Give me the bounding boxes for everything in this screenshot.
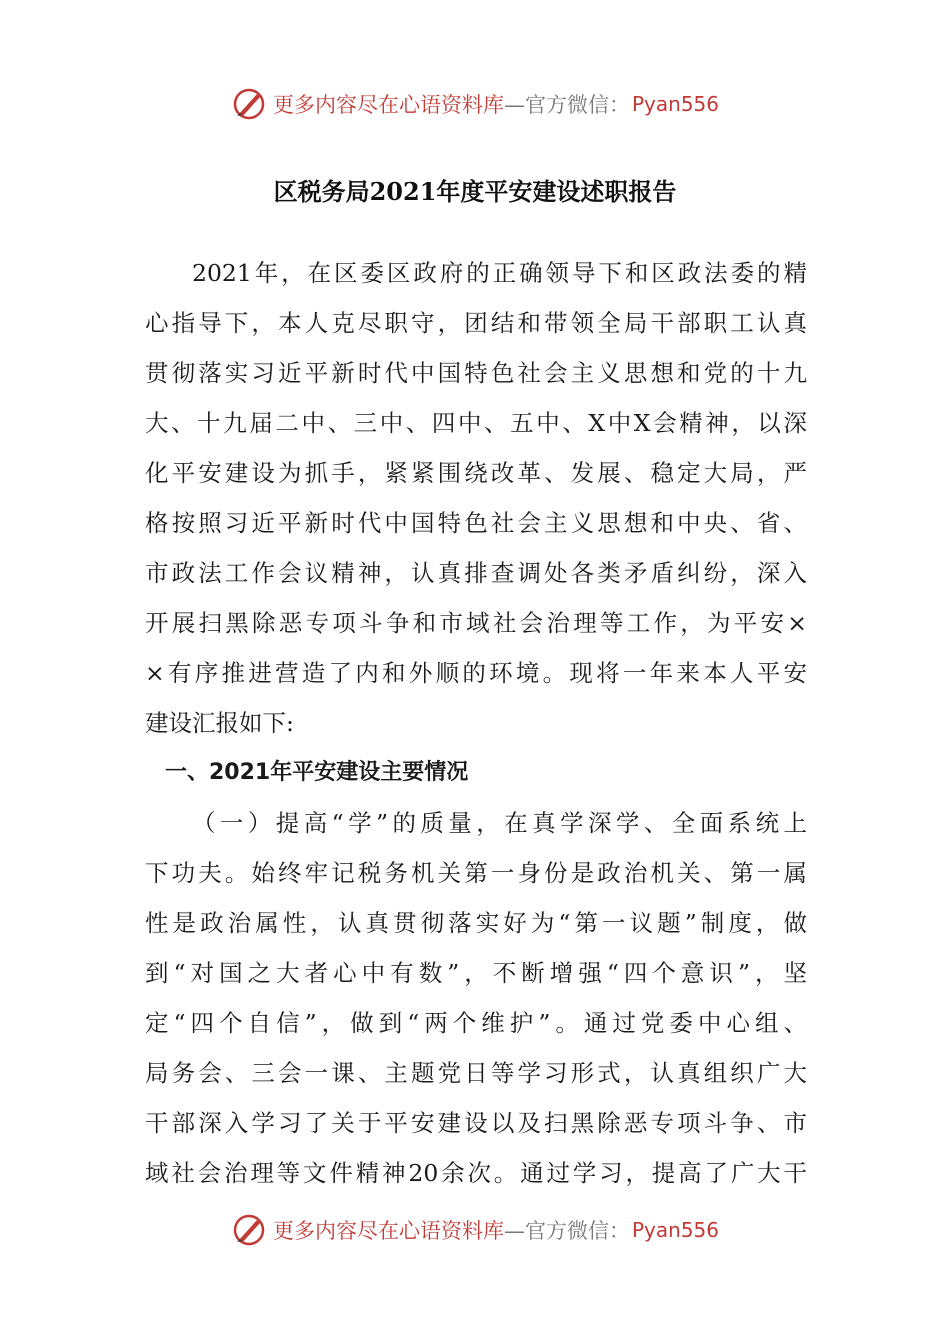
- paragraph-line: 2021年，在区委区政府的正确领导下和区政法委的精: [192, 259, 807, 287]
- paragraph-line: 化平安建设为抓手，紧紧围绕改革、发展、稳定大局，严: [145, 459, 807, 487]
- banner-text: 更多内容尽在心语资料库: [272, 1219, 504, 1243]
- section-heading: 一、2021年平安建设主要情况: [165, 760, 469, 785]
- document-body: [145, 248, 807, 1198]
- paragraph-line: 贯彻落实习近平新时代中国特色社会主义思想和党的十九: [145, 359, 807, 387]
- paragraph-line: 下功夫。始终牢记税务机关第一身份是政治机关、第一属: [145, 859, 807, 887]
- paragraph-line: 干部深入学习了关于平安建设以及扫黑除恶专项斗争、市: [145, 1109, 807, 1137]
- header-banner: [0, 84, 950, 124]
- paragraph-line: 大、十九届二中、三中、四中、五中、X中X会精神，以深: [145, 409, 807, 437]
- paragraph-line: 性是政治属性，认真贯彻落实好为“第一议题”制度，做: [145, 909, 807, 937]
- paragraph-line: 定“四个自信”，做到“两个维护”。通过党委中心组、: [145, 1009, 807, 1037]
- pen-logo-icon: [231, 1212, 267, 1248]
- paragraph-line: 心指导下，本人克尽职守，团结和带领全局干部职工认真: [145, 309, 807, 337]
- banner-text: 更多内容尽在心语资料库: [272, 93, 504, 117]
- paragraph-line: 局务会、三会一课、主题党日等学习形式，认真组织广大: [145, 1059, 807, 1087]
- banner-wechat-id: Pyan556: [631, 92, 719, 116]
- paragraph-line: ×有序推进营造了内和外顺的环境。现将一年来本人平安: [145, 659, 807, 687]
- paragraph-line: 到“对国之大者心中有数”，不断增强“四个意识”，坚: [145, 959, 807, 987]
- banner-wechat-label: —官方微信：: [503, 1219, 630, 1243]
- banner-wechat-id: Pyan556: [631, 1218, 719, 1242]
- pen-logo-icon: [231, 86, 267, 122]
- paragraph-line: （一）提高“学”的质量，在真学深学、全面系统上: [192, 809, 807, 837]
- paragraph-line: 域社会治理等文件精神20余次。通过学习，提高了广大干: [145, 1159, 807, 1187]
- paragraph-line: 建设汇报如下:: [145, 709, 294, 737]
- banner-wechat-label: —官方微信：: [503, 93, 630, 117]
- document-title: 区税务局2021年度平安建设述职报告: [273, 177, 677, 206]
- paragraph-line: 格按照习近平新时代中国特色社会主义思想和中央、省、: [145, 509, 807, 537]
- paragraph-line: 市政法工作会议精神，认真排查调处各类矛盾纠纷，深入: [145, 559, 807, 587]
- footer-banner: [0, 1210, 950, 1250]
- paragraph-line: 开展扫黑除恶专项斗争和市域社会治理等工作，为平安×: [145, 609, 807, 637]
